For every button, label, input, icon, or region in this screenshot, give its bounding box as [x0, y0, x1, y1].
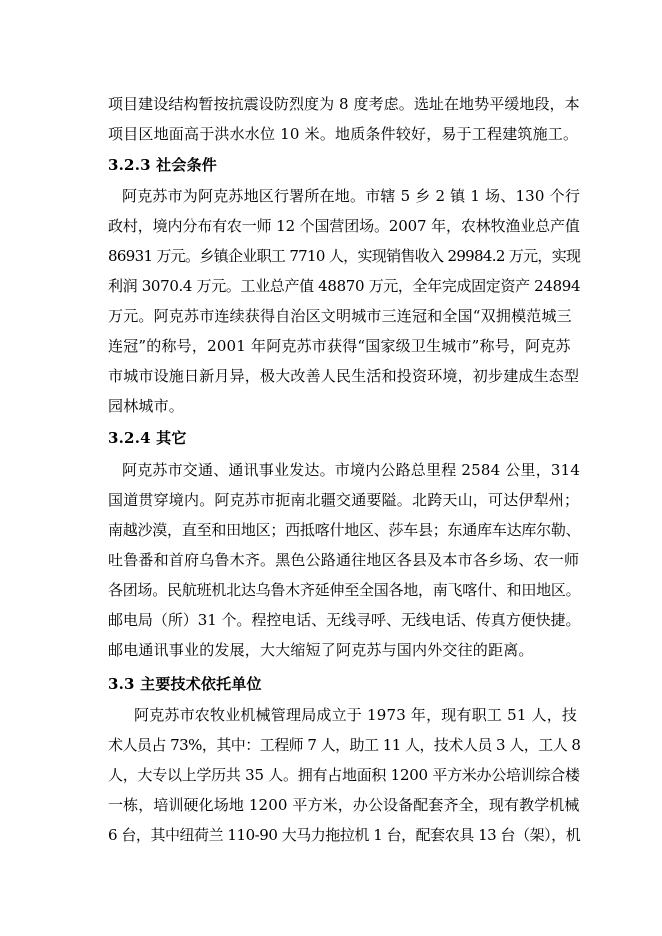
section-heading-other: 3.2.4 其它 — [108, 429, 187, 447]
section-heading-social-conditions: 3.2.3 社会条件 — [108, 156, 217, 174]
paragraph-line: 国道贯穿境内。阿克苏市扼南北疆交通要隘。北跨天山，可达伊犁州； — [108, 491, 580, 509]
paragraph-line: 各团场。民航班机北达乌鲁木齐延伸至全国各地，南飞喀什、和田地区。 — [108, 581, 581, 599]
section-heading-technical-support-units: 3.3 主要技术依托单位 — [108, 675, 262, 693]
paragraph-line: 南越沙漠，直至和田地区；西抵喀什地区、莎车县；东通库车达库尔勒、 — [108, 521, 581, 539]
paragraph-line: 阿克苏市农牧业机械管理局成立于 1973 年，现有职工 51 人，技 — [134, 706, 578, 724]
paragraph-line: 6 台，其中纽荷兰 110-90 大马力拖拉机 1 台，配套农具 13 台（架），机 — [108, 826, 581, 844]
paragraph-line: 政村，境内分布有农一师 12 个国营团场。2007 年，农林牧渔业总产值 — [108, 217, 580, 235]
paragraph-line: 吐鲁番和首府乌鲁木齐。黑色公路通往地区各县及本市各乡场、农一师 — [108, 551, 580, 569]
paragraph-line: 阿克苏市交通、通讯事业发达。市境内公路总里程 2584 公里，314 — [122, 461, 581, 479]
paragraph-line: 一栋，培训硬化场地 1200 平方米，办公设备配套齐全，现有教学机械 — [108, 796, 580, 814]
paragraph-line: 连冠”的称号，2001 年阿克苏市获得“国家级卫生城市”称号，阿克苏 — [108, 337, 571, 355]
paragraph-line: 86931 万元。乡镇企业职工 7710 人，实现销售收入 29984.2 万元，实现 — [108, 247, 581, 265]
paragraph-line: 术人员占 73%，其中：工程师 7 人，助工 11 人，技术人员 3 人，工人 8 — [108, 736, 581, 754]
intro-line-2: 项目区地面高于洪水水位 10 米。地质条件较好，易于工程建筑施工。 — [108, 125, 579, 143]
paragraph-line: 邮电通讯事业的发展，大大缩短了阿克苏与国内外交往的距离。 — [108, 641, 534, 659]
paragraph-line: 万元。阿克苏市连续获得自治区文明城市三连冠和全国“双拥模范城三 — [108, 307, 572, 325]
paragraph-line: 利润 3070.4 万元。工业总产值 48870 万元，全年完成固定资产 24894 — [108, 277, 581, 295]
paragraph-line: 园林城市。 — [108, 397, 185, 415]
paragraph-line: 人，大专以上学历共 35 人。拥有占地面积 1200 平方米办公培训综合楼 — [108, 766, 580, 784]
paragraph-line: 邮电局（所）31 个。程控电话、无线寻呼、无线电话、传真方便快捷。 — [108, 611, 581, 629]
intro-line-1: 项目建设结构暂按抗震设防烈度为 8 度考虑。选址在地势平缓地段，本 — [108, 95, 580, 113]
paragraph-line: 阿克苏市为阿克苏地区行署所在地。市辖 5 乡 2 镇 1 场、130 个行 — [122, 187, 581, 205]
paragraph-line: 市城市设施日新月异，极大改善人民生活和投资环境，初步建成生态型 — [108, 367, 580, 385]
